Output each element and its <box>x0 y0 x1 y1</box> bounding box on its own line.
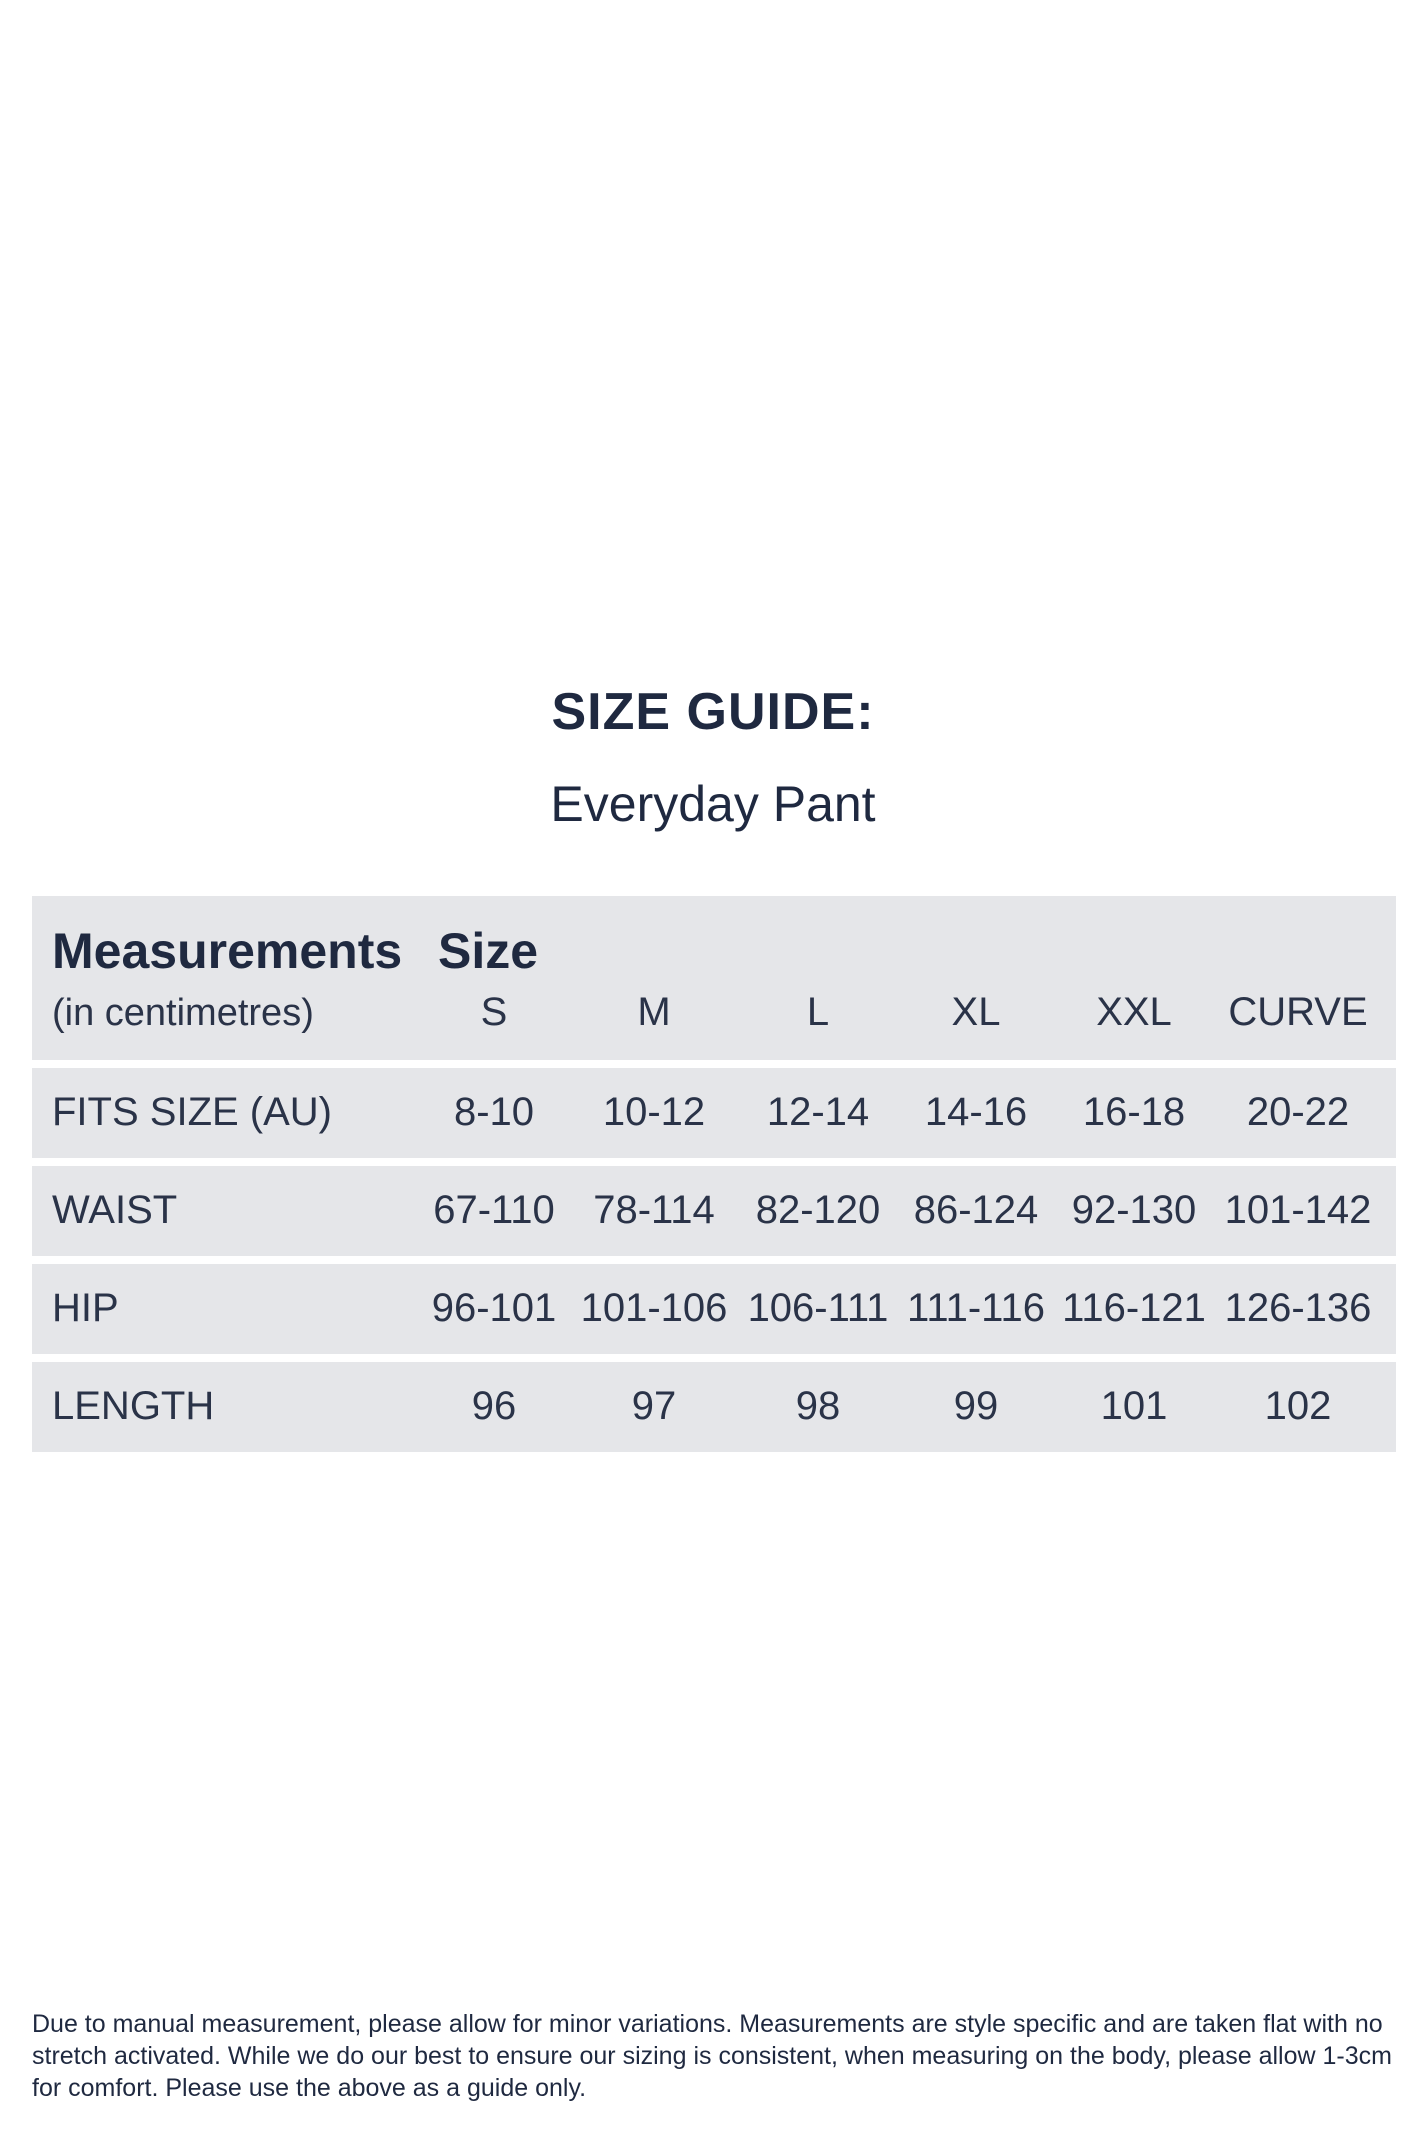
size-column-curve: CURVE <box>1228 990 1368 1034</box>
size-column-m: M <box>637 990 671 1034</box>
table-row-fits-size <box>32 1068 1396 1158</box>
row-label: LENGTH <box>52 1384 215 1428</box>
page-title: SIZE GUIDE: <box>551 683 875 741</box>
table-cell: 92-130 <box>1071 1188 1197 1232</box>
table-cell: 116-121 <box>1062 1286 1206 1330</box>
row-label: FITS SIZE (AU) <box>52 1090 332 1134</box>
table-header-row <box>32 896 1396 1060</box>
table-cell: 97 <box>631 1384 677 1428</box>
table-cell: 12-14 <box>766 1090 870 1134</box>
table-cell: 86-124 <box>913 1188 1039 1232</box>
table-cell: 16-18 <box>1082 1090 1186 1134</box>
row-label: HIP <box>52 1286 119 1330</box>
table-cell: 101-106 <box>580 1286 728 1330</box>
table-cell: 20-22 <box>1246 1090 1350 1134</box>
row-label: WAIST <box>52 1188 178 1232</box>
table-cell: 67-110 <box>433 1188 555 1232</box>
table-cell: 14-16 <box>924 1090 1028 1134</box>
table-cell: 102 <box>1264 1384 1332 1428</box>
size-column-l: L <box>806 990 830 1034</box>
table-cell: 96 <box>471 1384 517 1428</box>
size-heading: Size <box>438 923 539 979</box>
table-cell: 10-12 <box>602 1090 706 1134</box>
table-cell: 106-111 <box>747 1286 889 1330</box>
table-cell: 101 <box>1100 1384 1168 1428</box>
table-row-waist <box>32 1166 1396 1256</box>
unit-label: (in centimetres) <box>52 992 314 1034</box>
table-row-hip <box>32 1264 1396 1354</box>
measurements-heading: Measurements <box>52 923 403 979</box>
table-cell: 99 <box>953 1384 999 1428</box>
table-cell: 96-101 <box>431 1286 557 1330</box>
table-cell: 111-116 <box>907 1286 1045 1330</box>
size-table <box>32 896 1396 1460</box>
table-cell: 8-10 <box>453 1090 535 1134</box>
table-row-length <box>32 1362 1396 1452</box>
size-column-s: S <box>480 990 508 1034</box>
table-cell: 101-142 <box>1224 1188 1372 1232</box>
size-column-xl: XL <box>951 990 1001 1034</box>
size-column-xxl: XXL <box>1096 990 1172 1034</box>
table-cell: 82-120 <box>755 1188 881 1232</box>
table-cell: 98 <box>795 1384 841 1428</box>
table-cell: 78-114 <box>593 1188 715 1232</box>
disclaimer-footnote: Due to manual measurement, please allow for minor variations. Measurements are style specific and are taken flat with no stretch activated. While we do our best to ensure our sizing is consistent, when measuring on the body, please allow 1-3cm for comfort. Please use the above as a guide only. <box>32 2010 1392 2102</box>
table-cell: 126-136 <box>1224 1286 1372 1330</box>
product-name: Everyday Pant <box>550 776 876 832</box>
